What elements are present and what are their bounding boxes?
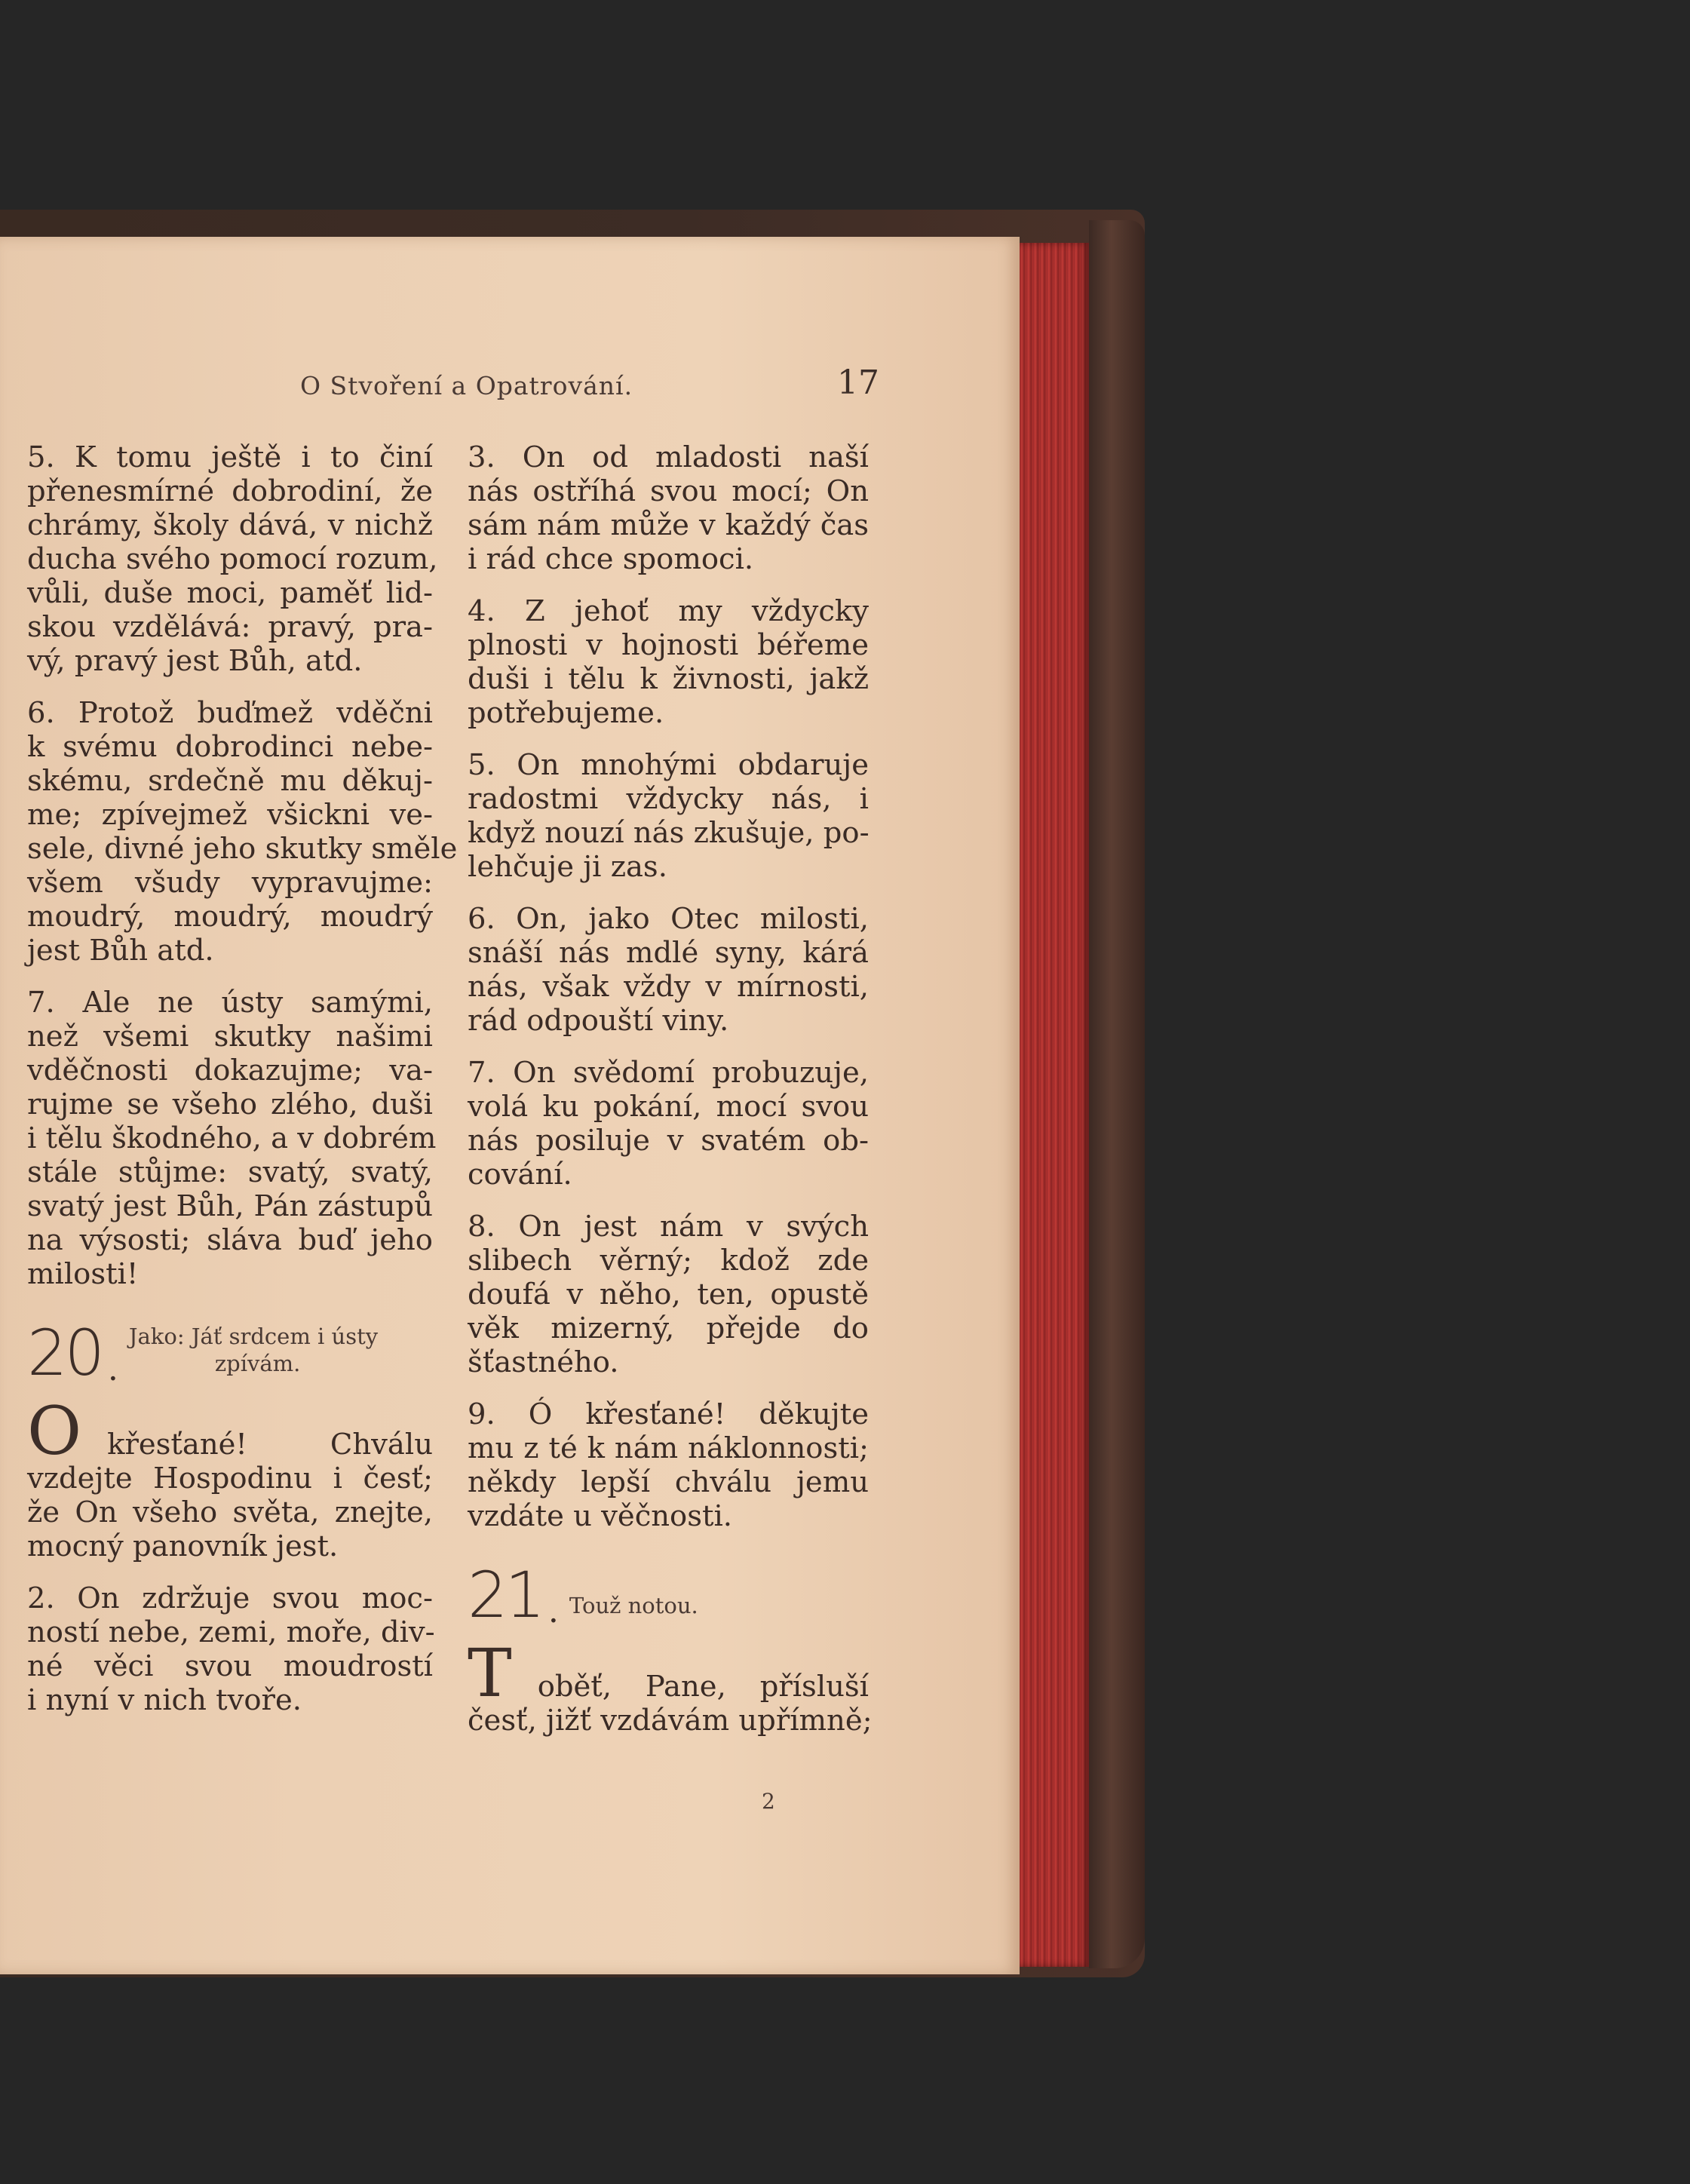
text-line: milosti! [27,1257,139,1291]
text-line: 7. On svědomí probuzuje, [468,1056,869,1090]
tune-title-cont: zpívám. [214,1351,301,1376]
text-line: 9. Ó křesťané! děkujte [468,1397,869,1431]
right-column [468,440,873,1756]
text-line: rád odpouští viny. [468,1004,729,1038]
text-line: když nouzí nás zkušuje, po- [468,816,870,850]
text-line: k svému dobrodinci nebe- [27,730,433,764]
red-page-edges [1020,243,1089,1967]
text-line: vý, pravý jest Bůh, atd. [27,644,363,678]
verse-4 [468,594,869,730]
text-line: všem všudy vypravujme: [27,866,433,900]
text-line: svatý jest Bůh, Pán zástupů [27,1189,433,1223]
verse-5 [468,748,869,884]
text-line: i nyní v nich tvoře. [27,1683,302,1717]
text-line: 5. On mnohými obdaruje [468,748,869,782]
text-line: i rád chce spomoci. [468,542,754,576]
book-page [0,237,1020,1974]
text-line: stále stůjme: svatý, svatý, [27,1155,433,1189]
verse-5 [27,440,438,678]
page-number: 17 [837,363,879,402]
text-line: někdy lepší chválu jemu [468,1465,869,1499]
text-line: rujme se všeho zlého, duši [27,1087,433,1121]
text-line: křesťané! Chválu [107,1428,433,1462]
text-line: nás posiluje v svatém ob- [468,1124,869,1158]
text-line: mocný panovník jest. [27,1529,339,1563]
hymn-21-heading [468,1558,869,1632]
verse-7 [468,1056,869,1192]
verse-7 [27,986,437,1291]
text-line: na výsosti; sláva buď jeho [27,1223,433,1257]
text-line: i tělu škodného, a v dobrém [27,1121,437,1155]
running-title: O Stvoření a Opatrování. [300,371,633,400]
hymn-number: 20 [27,1316,102,1390]
text-line: 6. Protož buďmež vděčni [27,696,433,730]
text-line: duši i tělu k živnosti, jakž [468,662,869,696]
verse-6 [27,696,458,968]
tune-title: Jáť srdcem i ústy [191,1324,379,1349]
left-column [27,440,458,1735]
drop-cap: T [468,1634,512,1712]
text-line: že On všeho světa, znejte, [27,1495,433,1529]
text-line: 8. On jest nám v svých [468,1210,869,1244]
text-line: jest Bůh atd. [27,934,214,968]
text-line: doufá v něho, ten, opustě [468,1278,869,1311]
text-line: než všemi skutky našimi [27,1020,433,1054]
verse-3 [468,440,869,576]
text-line: oběť, Pane, přísluší [537,1670,869,1704]
tune-label: Jako: [128,1324,185,1349]
text-line: 3. On od mladosti naší [468,440,869,474]
dropcap-line [468,1634,869,1712]
text-line: volá ku pokání, mocí svou [468,1090,869,1124]
text-line: plnosti v hojnosti béřeme [468,628,869,662]
text-line: ducha svého pomocí rozum, [27,542,438,576]
verse-8 [468,1210,869,1379]
hymn-21-verse-1 [468,1634,873,1738]
text-line: vzdáte u věčnosti. [468,1499,733,1533]
text-line: věk mizerný, přejde do [468,1311,869,1345]
text-line: vděčnosti dokazujme; va- [27,1054,433,1087]
hymn-20-verse-1 [27,1392,433,1563]
text-line: cování. [468,1158,572,1192]
tune-reference: Touž notou. [569,1593,698,1618]
text-line: chrámy, školy dává, v nichž [27,508,433,542]
hymn-20-verse-2 [27,1581,433,1717]
text-line: 7. Ale ne ústy samými, [27,986,433,1020]
text-line: 4. Z jehoť my vždycky [468,594,869,628]
drop-cap: O [27,1392,82,1470]
text-line: 6. On, jako Otec milosti, [468,902,869,936]
text-line: skou vzdělává: pravý, pra- [27,610,433,644]
printer-signature-mark: 2 [762,1789,775,1814]
text-line: vzdejte Hospodinu i česť; [27,1462,433,1495]
verse-9 [468,1397,869,1533]
dropcap-line [27,1392,433,1470]
text-line: 2. On zdržuje svou moc- [27,1581,433,1615]
text-line: 5. K tomu ještě i to činí [27,440,433,474]
verse-6 [468,902,869,1038]
hymn-20-heading [27,1316,433,1390]
text-line: ností nebe, zemi, moře, div- [27,1615,435,1649]
text-line: vůli, duše moci, paměť lid- [27,576,433,610]
text-line: mu z té k nám náklonnosti; [468,1431,869,1465]
text-line: šťastného. [468,1345,619,1379]
text-line: sám nám může v každý čas [468,508,869,542]
text-line: přenesmírné dobrodiní, že [27,474,433,508]
text-line: nás, však vždy v mírnosti, [468,970,869,1004]
text-line: sele, divné jeho skutky směle [27,832,458,866]
hymn-number-dot: . [547,1592,559,1630]
hymn-number: 21 [468,1558,542,1632]
text-line: potřebujeme. [468,696,664,730]
text-line: nás ostříhá svou mocí; On [468,474,869,508]
text-line: slibech věrný; kdož zde [468,1244,869,1278]
text-line: né věci svou moudrostí [27,1649,433,1683]
text-line: radostmi vždycky nás, i [468,782,869,816]
book-binding-edge [1089,220,1145,1968]
text-line: skému, srdečně mu děkuj- [27,764,433,798]
text-line: snáší nás mdlé syny, kárá [468,936,869,970]
text-line: lehčuje ji zas. [468,850,667,884]
text-line: česť, jižť vzdávám upřímně; [468,1704,873,1738]
tune-reference [129,1323,378,1385]
text-line: moudrý, moudrý, moudrý [27,900,433,934]
hymn-number-dot: . [107,1350,118,1388]
text-line: me; zpívejmež všickni ve- [27,798,433,832]
